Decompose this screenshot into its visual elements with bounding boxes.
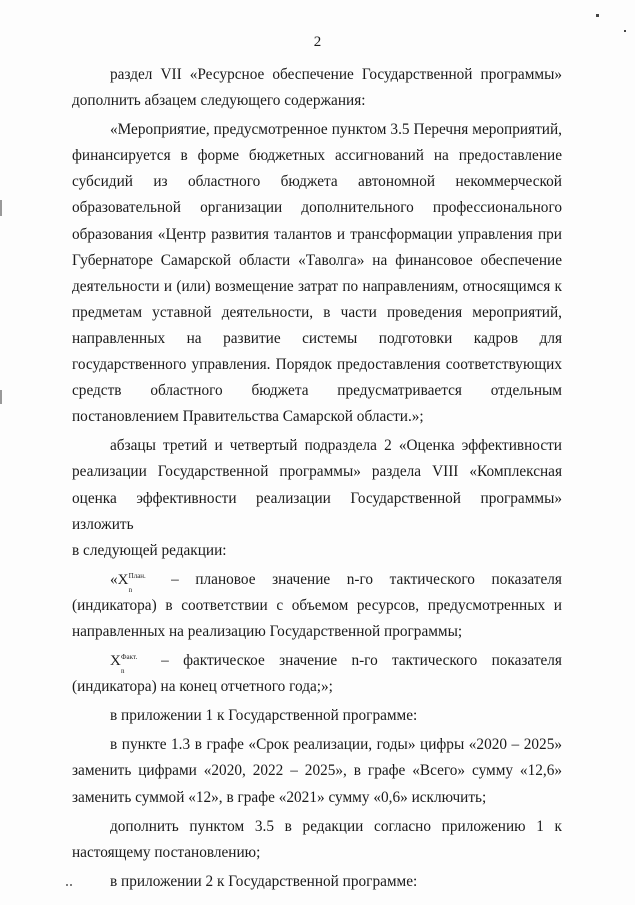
formula-word: фактическое	[183, 652, 265, 670]
formula-term	[110, 648, 147, 674]
formula-word: показателя	[491, 652, 562, 670]
text-line: (индикатора) на конец отчетного года;»;	[72, 678, 333, 696]
opening-quote: «	[110, 570, 118, 588]
formula-word: –	[171, 570, 179, 588]
variable-x-actual	[110, 648, 143, 674]
text-line: постановлением Правительства Самарской области.»;	[72, 408, 424, 426]
text-line: заменить цифрами «2020, 2022 – 2025», в графе «Всего» сумму «12,6»	[72, 762, 562, 780]
formula-word: тактического	[389, 570, 475, 588]
formula-line-planned	[72, 567, 562, 593]
text-line: дополнить абзацем следующего содержания:	[72, 92, 366, 110]
text-line: направленных на развитие системы подготовки кадров для	[72, 329, 562, 347]
formula-word: тактического	[392, 652, 478, 670]
formula-term	[110, 567, 155, 593]
scan-speck	[624, 30, 626, 32]
variable-symbol: X	[110, 653, 121, 670]
document-body	[72, 62, 562, 895]
text-line: образования «Центр развития талантов и трансформации управления при	[72, 225, 562, 243]
text-line: оценка эффективности реализации Государственной программы» изложить	[72, 489, 562, 533]
text-line: предметам уставной деятельности, в части проведения мероприятий,	[72, 303, 562, 321]
text-line: раздел VII «Ресурсное обеспечение Государственной программы»	[110, 66, 562, 83]
text-line: в следующей редакции:	[72, 541, 227, 559]
formula-word: n-го	[351, 652, 378, 670]
scan-speck	[66, 884, 68, 886]
formula-word: плановое	[195, 570, 256, 588]
formula-word: показателя	[491, 570, 562, 588]
text-line: Губернаторе Самарской области «Таволга» на финансовое обеспечение	[72, 251, 562, 269]
variable-symbol: X	[117, 571, 129, 588]
text-line: дополнить пунктом 3.5 в редакции согласно приложению 1 к	[110, 817, 562, 835]
page-number: 2	[313, 34, 322, 50]
formula-line-actual	[72, 648, 562, 674]
scan-speck	[596, 14, 599, 17]
variable-subscript: n	[121, 667, 125, 676]
text-line: финансируется в форме бюджетных ассигнований на предоставление	[72, 147, 562, 165]
variable-superscript: План.	[128, 571, 146, 580]
text-line: настоящему постановлению;	[72, 843, 261, 861]
scan-edge-mark	[0, 200, 2, 216]
formula-word: значение	[279, 652, 338, 670]
text-line: субсидий из областного бюджета автономной некоммерческой	[72, 173, 562, 191]
text-line: средств областного бюджета предусматривается отдельным	[72, 382, 562, 400]
text-line: в пункте 1.3 в графе «Срок реализации, годы» цифры «2020 – 2025»	[110, 736, 562, 754]
formula-word: n-го	[346, 570, 374, 588]
formula-word: значение	[272, 570, 331, 588]
text-line: реализации Государственной программы» раздела VIII «Комплексная	[72, 463, 562, 481]
text-line: в приложении 1 к Государственной программе:	[110, 707, 418, 725]
text-line: заменить суммой «12», в графе «2021» сумму «0,6» исключить;	[72, 788, 487, 806]
variable-superscript: Факт.	[121, 653, 138, 662]
variable-x-planned	[118, 567, 151, 593]
text-line: образовательной организации дополнительного профессионального	[72, 199, 562, 217]
text-line: государственного управления. Порядок предоставления соответствующих	[72, 356, 562, 374]
text-line: деятельности и (или) возмещение затрат по направлениям, относящимся к	[72, 277, 562, 295]
formula-word: –	[161, 652, 169, 670]
variable-subscript: n	[128, 585, 133, 594]
text-line: «Мероприятие, предусмотренное пунктом 3.5 Перечня мероприятий,	[110, 121, 562, 139]
text-line: абзацы третий и четвертый подраздела 2 «Оценка эффективности	[110, 437, 562, 455]
text-line: (индикатора) в соответствии с объемом ресурсов, предусмотренных и	[72, 596, 562, 614]
scan-edge-mark	[0, 390, 2, 404]
text-line: в приложении 2 к Государственной программе:	[110, 872, 418, 890]
text-line: направленных на реализацию Государственной программы;	[72, 622, 463, 640]
